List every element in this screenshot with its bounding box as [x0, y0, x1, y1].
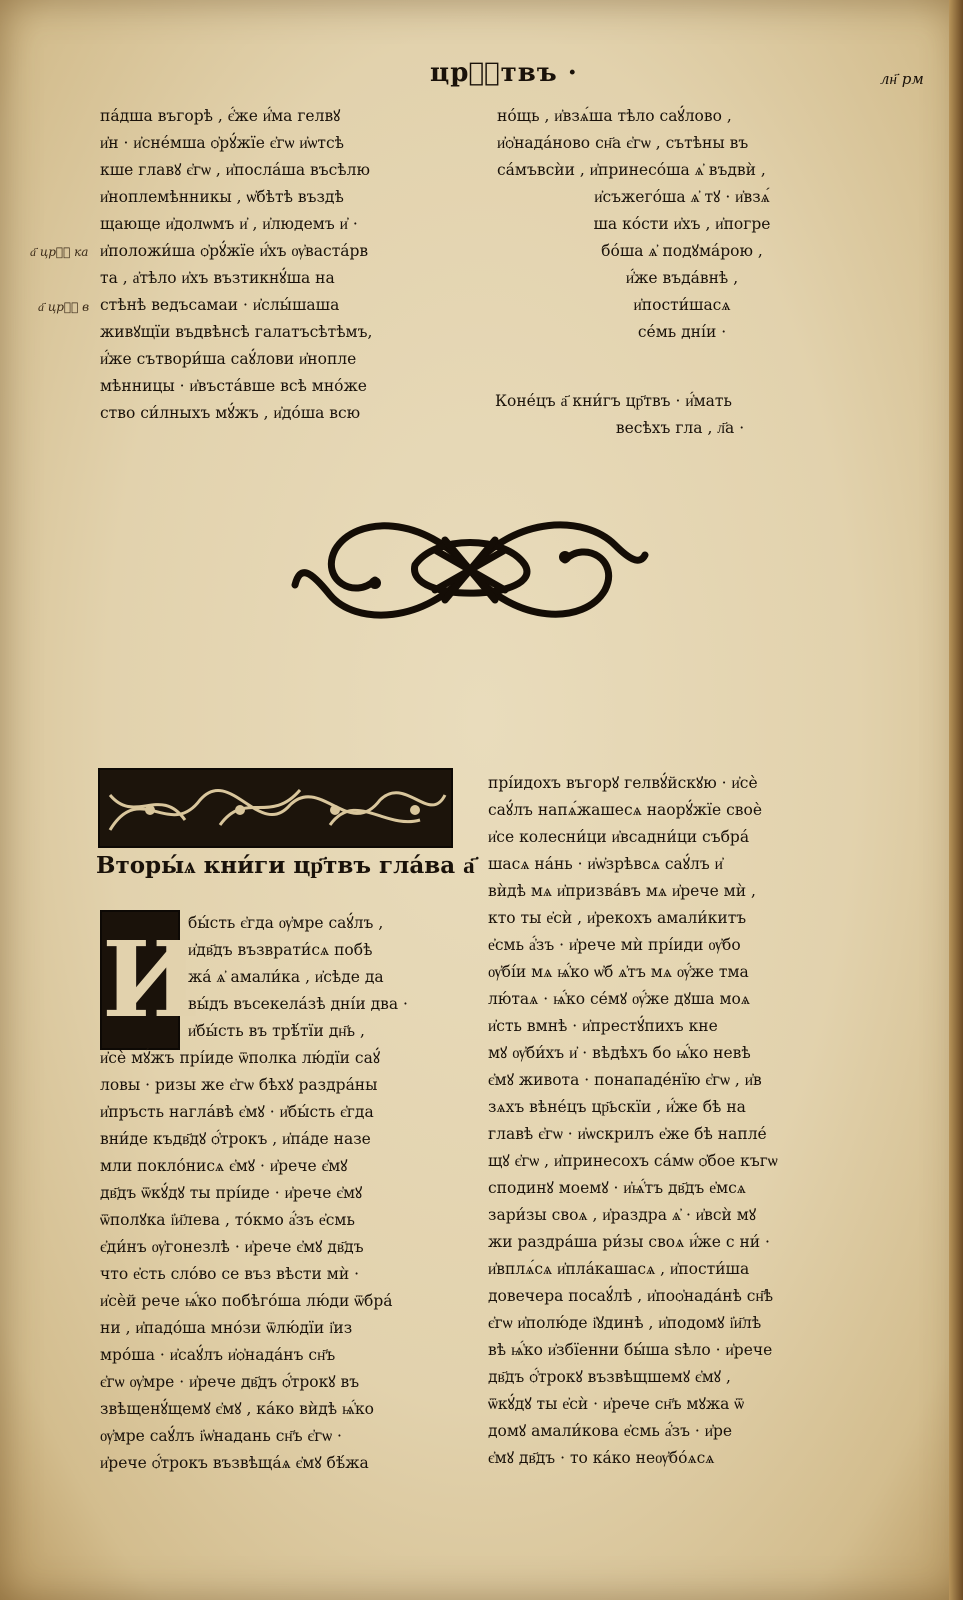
text-line: є҆гѡ ѹ҆мре · и҆рече дв҃дъ ѻ҆́трокꙋ въ	[100, 1373, 360, 1391]
text-line: ловы · ризы же є҆гѡ бѣхꙋ раздра́ны	[100, 1076, 378, 1094]
folio-number: лн҃ рм	[880, 70, 924, 88]
text-line: є҆мꙋ живота · понападе́нїю є҆гѡ , и҆в	[488, 1071, 762, 1089]
text-line: и҆дв҃дъ възврати́сѧ побѣ	[188, 941, 373, 959]
text-line: домꙋ амали́кова е҆смь а҆́зъ · и҆ре	[488, 1422, 733, 1440]
colophon	[495, 388, 865, 442]
text-line: ѹ҆бі́и мѧ ѩ҆́ко ѡ҆б ѧ҆тъ мѧ ѹ҆́же тма	[488, 963, 749, 981]
running-title: црⷭ҇твъ ·	[430, 58, 578, 88]
text-line: ство си́лныхъ мꙋ́жъ , и҆до́ша всю	[100, 404, 361, 422]
text-line: ѹ҆мре саꙋ́лъ і҆ѡ҆надань сн҃ъ є҆гѡ ·	[100, 1427, 342, 1445]
knot-ornament	[295, 505, 645, 635]
text-line: лю́таѧ · ѩ҆́ко се́мꙋ ѹ҆́же дꙋша моѧ	[488, 990, 750, 1008]
text-line: и҆ѻ҆нада́ново сн҃а є҆гѡ , сътѣны въ	[497, 134, 749, 152]
text-line: се́мь дні́и ·	[637, 323, 727, 341]
text-line: шасѧ на́нь · и҆ѡ҆зрѣвсѧ саꙋ́лъ и҆	[488, 855, 723, 873]
text-line: прі́идохъ въгорꙋ гелвꙋ́йскꙋю · и҆сѐ	[488, 774, 758, 792]
text-line: и҆́же сътвори́ша саꙋ́лови и҆нопле	[100, 350, 357, 368]
initial-letter: И	[102, 918, 201, 1041]
text-line: є҆ди́нъ ѹ҆гонезлѣ · и҆рече є҆мꙋ дв҃дъ	[100, 1238, 364, 1256]
text-line: ша ко́сти и҆хъ , и҆погре	[593, 215, 771, 233]
text-line: и҆вплѧ́сѧ и҆пла́кашасѧ , и҆пости́ша	[488, 1260, 750, 1278]
text-line: но́щь , и҆взѧ́ша тѣло саꙋ́лово ,	[497, 107, 732, 125]
text-line: и҆положи́ша ѻ҆рꙋ́жїе и҆́хъ ѹ҆васта́рв	[100, 242, 369, 260]
text-line: что е҆сть сло́во се въз вѣсти мѝ ·	[100, 1265, 360, 1283]
text-line: кше главꙋ є҆гѡ , и҆посла́ша въсѣлю	[100, 161, 370, 179]
text-line: и҆сть вмнѣ · и҆престꙋ́пихъ кне	[488, 1017, 718, 1035]
text-line: вѝдѣ мѧ и҆призва́въ мѧ и҆рече мѝ ,	[488, 882, 756, 900]
text-line: ѿполꙋка і҆и҃лева , то́кмо а҆́зъ е҆смь	[100, 1211, 355, 1229]
text-line: зѧхъ вѣне́цъ цр҃ьскїи , и҆́же бѣ на	[488, 1098, 746, 1116]
text-line: зари́зы своѧ , и҆раздра ѧ҆ · и҆всѝ мꙋ	[488, 1206, 757, 1224]
colophon-line: Коне́цъ а҃ кни́гъ цр҃твъ · и҆́мать	[495, 392, 732, 410]
text-line: стѣнѣ ведъсамаи · и҆слы́шаша	[100, 296, 340, 314]
text-line: ни , и҆падо́ша мно́зи ѿлю́дїи і҆из	[100, 1319, 353, 1337]
text-column-top-left	[100, 103, 470, 427]
text-line: бо́ша ѧ҆ подꙋма́рою ,	[601, 242, 763, 260]
text-line: мли покло́нисѧ є҆мꙋ · и҆рече є҆мꙋ	[100, 1157, 348, 1175]
text-line: и҆ноплемѣнникы , ѡ҆бѣтѣ въздѣ	[100, 188, 344, 206]
text-line: бы́сть є҆гда ѹ҆мре саꙋ́лъ ,	[188, 914, 384, 932]
text-line: живꙋщїи въдвѣнсѣ галатъсѣтѣмъ,	[100, 323, 373, 341]
text-line: и҆пръсть нагла́вѣ є҆мꙋ · и҆бы́сть є҆гда	[100, 1103, 374, 1121]
text-line: и҆се колесни́ци и҆всадни́ци събра́	[488, 828, 750, 846]
text-line: та , а҆тѣло и҆хъ възтикнꙋ́ша на	[100, 269, 335, 287]
text-line: жа́ ѧ҆ амали́ка , и҆сѣде да	[188, 968, 384, 986]
chapter-heading: Вторы́ѧ кни́ги цр҃твъ гла́ва а҃	[96, 852, 475, 879]
text-line: и҆н · и҆сне́мша ѻ҆рꙋ́жїе є҆гѡ и҆ѡтсѣ	[100, 134, 345, 152]
text-line: жи раздра́ша ри́зы своѧ и҆́же с ни́ ·	[488, 1233, 770, 1251]
margin-note-1: а҃ црⷭ҇ ка	[30, 245, 89, 259]
text-line: саꙋ́лъ напѧ́жашесѧ наорꙋ́жїе своѐ	[488, 801, 763, 819]
text-line: и҆сѐй рече ѩ҆́ко побѣго́ша лю́ди ѿбра́	[100, 1292, 393, 1310]
text-line: мѣнницы · и҆въста́вше всѣ мно́же	[100, 377, 367, 395]
text-line: и҆пости́шасѧ	[633, 296, 731, 314]
text-line: са́мъвсѝи , и҆принесо́ша ѧ҆ въдвѝ ,	[497, 161, 766, 179]
text-line: щꙋ є҆гѡ , и҆принесохъ са́мѡ ѻ҆бое къгѡ	[488, 1152, 778, 1170]
text-column-bottom-left	[100, 910, 470, 1477]
text-line: є҆мꙋ дв҃дъ · то ка́ко неѹ҆бо́ѧсѧ	[488, 1449, 715, 1467]
text-line: дв҃дъ ѿкꙋ́дꙋ ты прі́иде · и҆рече є҆мꙋ	[100, 1184, 363, 1202]
text-line: є҆гѡ и҆полю́де і҆ꙋдинѣ , и҆подомꙋ і҆и҃лѣ	[488, 1314, 762, 1332]
text-line: дв҃дъ ѻ҆́трокꙋ възвѣщшемꙋ є҆мꙋ ,	[488, 1368, 731, 1386]
text-line: щающе и҆долѡмъ и҆ , и҆людемъ и҆ ·	[100, 215, 358, 233]
text-line: мро́ша · и҆саꙋ́лъ и҆ѻ҆нада́нъ сн҃ъ	[100, 1346, 336, 1364]
text-column-bottom-right	[488, 770, 858, 1472]
text-line: и҆бы́сть въ трѣ́тїи дн҃ь ,	[188, 1022, 365, 1040]
text-line: мꙋ ѹ҆би́хъ и҆ · вѣдѣхъ бо ѩ҆́ко невѣ	[488, 1044, 751, 1062]
text-line: сподинꙋ моемꙋ · и҆ѩ҆́тъ дв҃дъ е҆мсѧ	[488, 1179, 746, 1197]
colophon-line: весѣхъ гла , л҃а ·	[615, 419, 745, 437]
text-line: главѣ є҆гѡ · и҆ѡскрилъ е҆же бѣ напле́	[488, 1125, 767, 1143]
page-edge	[949, 0, 963, 1600]
text-line: ѿкꙋ́дꙋ ты е҆сѝ · и҆рече сн҃ъ мꙋжа ѿ	[488, 1395, 745, 1413]
text-line: и҆сѐ мꙋ́жъ прі́иде ѿполка лю́дїи саꙋ́	[100, 1049, 381, 1067]
margin-note-2: а҃ црⷭ҇ в	[38, 300, 90, 314]
text-line: вы́дъ въсекела́зѣ дні́и два ·	[188, 995, 408, 1013]
text-line: и҆съжего́ша ѧ҆ тꙋ · и҆взѧ́	[594, 188, 770, 206]
text-line: е҆смь а҆́зъ · и҆рече мѝ прі́иди ѹ҆бо	[488, 936, 741, 954]
text-line: звѣщенꙋ́щемꙋ є҆мꙋ , ка́ко вѝдѣ ѩ҆́ко	[100, 1400, 375, 1418]
text-line: и҆рече ѻ҆́трокъ възвѣща́ѧ є҆мꙋ бѣ́жа	[100, 1454, 369, 1472]
text-column-top-right	[497, 103, 867, 346]
text-line: довечера посаꙋ́лѣ , и҆поѻ҆нада́нѣ сн҃ѣ	[488, 1287, 774, 1305]
text-line: и҆́же въда́внѣ ,	[625, 269, 739, 287]
text-line: кто ты е҆сѝ , и҆рекохъ амали́китъ	[488, 909, 747, 927]
decorative-headpiece	[98, 768, 453, 848]
text-line: вѣ ѩ҆́ко и҆збїенни бы́ша ѕѣло · и҆рече	[488, 1341, 773, 1359]
text-line: вни́де къдв҃дꙋ ѻ҆́трокъ , и҆па́де нaзе	[100, 1130, 371, 1148]
text-line: па́дша въгорѣ , є҆́же и҆́ма гелвꙋ	[100, 107, 341, 125]
